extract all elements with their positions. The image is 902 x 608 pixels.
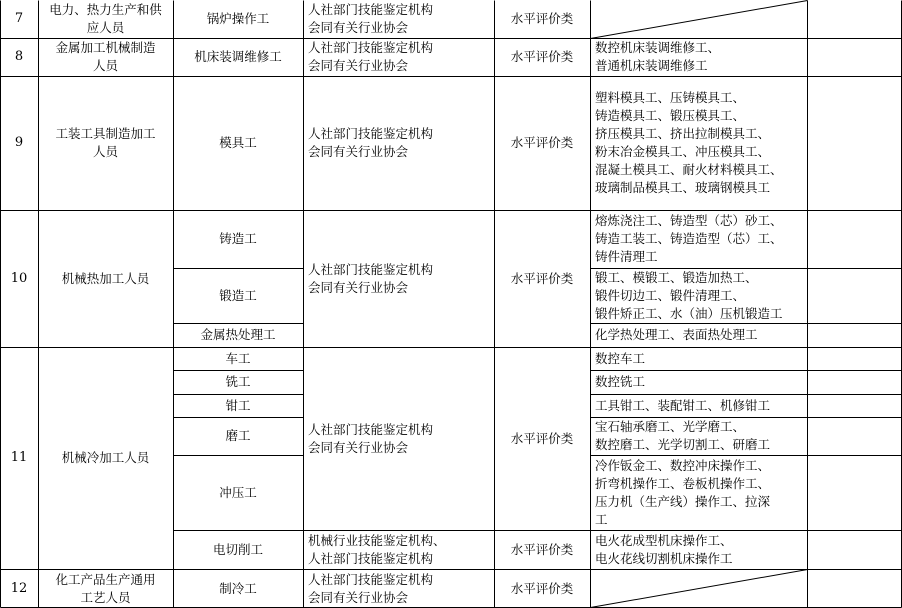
row-11-category: 机械冷加工人员 xyxy=(61,450,150,465)
row-10-detail-casting: 熔炼浇注工、铸造型（芯）砂工、 铸造工装工、铸造造型（芯）工、 铸件清理工 xyxy=(595,213,783,264)
row-11-detail-milling: 数控铣工 xyxy=(595,374,646,389)
row-12-category: 化工产品生产通用 工艺人员 xyxy=(55,571,156,605)
row-8-detail: 数控机床装调维修工、 普通机床装调维修工 xyxy=(595,40,721,73)
row-10-detail-heat-treatment: 化学热处理工、表面热处理工 xyxy=(595,327,758,342)
row-10-occupation-casting: 铸造工 xyxy=(219,231,257,246)
row-11-evaluation-type-edm: 水平评价类 xyxy=(510,541,574,557)
row-7-occupation: 锅炉操作工 xyxy=(206,11,270,26)
row-8-category: 金属加工机械制造 人员 xyxy=(55,40,156,73)
row-10-number: 10 xyxy=(10,270,28,286)
row-10-organization: 人社部门技能鉴定机构 会同有关行业协会 xyxy=(308,261,434,295)
row-12-occupation: 制冷工 xyxy=(219,580,257,596)
row-7-number: 7 xyxy=(14,11,24,26)
row-7-organization: 人社部门技能鉴定机构 会同有关行业协会 xyxy=(308,2,434,35)
row-8-organization: 人社部门技能鉴定机构 会同有关行业协会 xyxy=(308,40,434,73)
row-11-evaluation-type: 水平评价类 xyxy=(510,430,574,446)
row-12-number: 12 xyxy=(10,580,28,596)
row-11-detail-turning: 数控车工 xyxy=(595,350,646,366)
row-9-number: 9 xyxy=(14,135,24,150)
row-7-evaluation-type: 水平评价类 xyxy=(510,11,574,26)
row-11-occupation-milling: 铣工 xyxy=(225,374,251,389)
row-11-detail-grinding: 宝石轴承磨工、光学磨工、 数控磨工、光学切割工、研磨工 xyxy=(595,419,771,452)
row-11-organization: 人社部门技能鉴定机构 会同有关行业协会 xyxy=(308,421,434,455)
row-11-occupation-grinding: 磨工 xyxy=(225,428,251,443)
row-9-organization: 人社部门技能鉴定机构 会同有关行业协会 xyxy=(308,126,434,159)
row-10-evaluation-type: 水平评价类 xyxy=(510,270,574,286)
row-11-occupation-fitter: 钳工 xyxy=(225,397,251,413)
row-11-detail-fitter: 工具钳工、装配钳工、机修钳工 xyxy=(595,397,771,413)
diagonal-empty-mark xyxy=(591,1,808,39)
row-9-evaluation-type: 水平评价类 xyxy=(510,135,574,150)
row-7-category: 电力、热力生产和供 应人员 xyxy=(49,2,162,35)
row-11-organization-edm: 机械行业技能鉴定机构、 人社部门技能鉴定机构 xyxy=(308,532,446,566)
row-9-category: 工装工具制造加工 人员 xyxy=(55,126,156,159)
row-11-occupation-turning: 车工 xyxy=(225,350,251,366)
row-11-occupation-stamping: 冲压工 xyxy=(219,484,257,500)
row-9-occupation: 模具工 xyxy=(219,135,257,150)
row-10-occupation-forging: 锻造工 xyxy=(219,287,257,303)
row-11-occupation-edm: 电切削工 xyxy=(212,541,263,557)
row-11-detail-stamping: 冷作钣金工、数控冲床操作工、 折弯机操作工、卷板机操作工、 压力机（生产线）操作工、拉深 工 xyxy=(595,457,771,527)
row-11-detail-edm: 电火花成型机床操作工、 电火花线切割机床操作工 xyxy=(595,532,733,566)
row-8-evaluation-type: 水平评价类 xyxy=(510,49,574,64)
row-9-detail: 塑料模具工、压铸模具工、 铸造模具工、锻压模具工、 挤压模具工、挤出拉制模具工、 粉末冶金模具工、冲压模具工、 混凝土模具工、耐火材料模具工、 玻璃制品模具工、玻璃钢模具工 xyxy=(595,90,783,195)
row-12-evaluation-type: 水平评价类 xyxy=(510,580,574,596)
diagonal-empty-mark xyxy=(591,570,808,608)
row-8-number: 8 xyxy=(14,49,24,64)
row-11-number: 11 xyxy=(10,450,28,465)
row-10-category: 机械热加工人员 xyxy=(61,270,150,286)
row-10-occupation-heat-treatment: 金属热处理工 xyxy=(200,327,276,342)
row-10-detail-forging: 锻工、模锻工、锻造加热工、 锻件切边工、锻件清理工、 锻件矫正工、水（油）压机锻造工 xyxy=(595,269,783,321)
row-12-organization: 人社部门技能鉴定机构 会同有关行业协会 xyxy=(308,571,434,605)
row-8-occupation: 机床装调维修工 xyxy=(194,49,282,64)
